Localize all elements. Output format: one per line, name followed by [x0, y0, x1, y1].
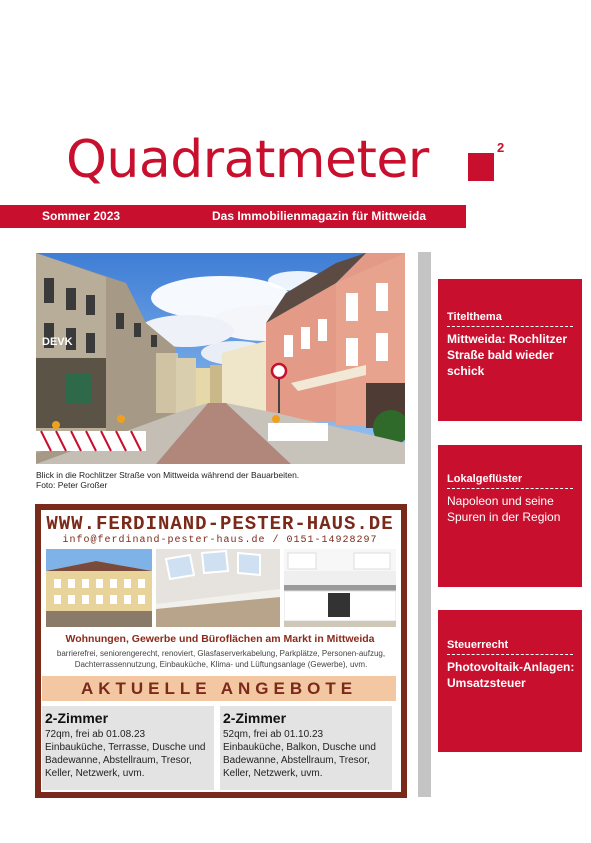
caption-text: Blick in die Rochlitzer Straße von Mittweida während der Bauarbeiten.	[36, 470, 300, 480]
photo-caption	[36, 470, 416, 490]
offer-features: Einbauküche, Balkon, Dusche und Badewanne, Abstellraum, Tresor, Keller, Netzwerk, uvm.	[223, 742, 376, 779]
offer-title: 2-Zimmer	[223, 710, 287, 726]
offer-features: Einbauküche, Terrasse, Dusche und Badewanne, Abstellraum, Tresor, Keller, Netzwerk, uvm.	[45, 742, 206, 779]
sidebar-divider	[447, 654, 573, 655]
ad-photo-kitchen	[284, 549, 396, 627]
sidebar-divider	[447, 326, 573, 327]
sidebar-box-body: Napoleon und seine Spuren in der Region	[447, 494, 561, 524]
ad-contact-line: info@ferdinand-pester-haus.de / 0151-14928297	[62, 535, 378, 546]
ad-description: barrierefrei, seniorengerecht, renoviert, Glasfaserverkabelung, Parkplätze, Personen-aufzug, Dachterrassennutzung, Einbauküche, Klima- und Lüftungsanlage (Gewerbe), uvm.	[56, 649, 386, 669]
street-scene-illustration	[36, 253, 405, 464]
sidebar-box-steuerrecht[interactable]	[438, 610, 582, 752]
offer-card-1	[42, 706, 214, 790]
magazine-tagline: Das Immobilienmagazin für Mittweida	[212, 209, 427, 223]
logo-superscript: 2	[497, 140, 505, 155]
ad-photo-building	[46, 549, 152, 627]
issue-season: Sommer 2023	[42, 209, 121, 223]
offer-title: 2-Zimmer	[45, 710, 109, 726]
sidebar-box-label: Lokalgeflüster	[447, 473, 523, 485]
sidebar-box-lokalgefluester[interactable]	[438, 445, 582, 587]
sidebar-divider	[447, 488, 573, 489]
sidebar-box-titelthema[interactable]	[438, 279, 582, 421]
sidebar-box-label: Steuerrecht	[447, 639, 509, 651]
sidebar-strip	[418, 252, 431, 797]
offer-card-2	[220, 706, 392, 790]
ad-photo-attic	[156, 549, 280, 627]
offer-size: 72qm, frei ab 01.08.23	[45, 729, 146, 740]
offers-heading: AKTUELLE ANGEBOTE	[80, 679, 358, 698]
shop-sign-text: DEVK	[42, 336, 73, 348]
offer-size: 52qm, frei ab 01.10.23	[223, 729, 324, 740]
sidebar-box-label: Titelthema	[447, 311, 502, 323]
sidebar-box-body: Photovoltaik-Anlagen: Umsatzsteuer	[447, 660, 575, 690]
ad-headline: Wohnungen, Gewerbe und Büroflächen am Markt in Mittweida	[65, 633, 375, 645]
logo-square-icon	[468, 153, 494, 181]
ad-website[interactable]: WWW.FERDINAND-PESTER-HAUS.DE	[46, 513, 394, 535]
photo-credit: Foto: Peter Großer	[36, 480, 108, 490]
magazine-title: Quadratmeter	[66, 130, 429, 190]
sidebar-box-body: Mittweida: Rochlitzer Straße bald wieder schick	[447, 332, 568, 378]
cover-photo	[36, 253, 405, 464]
